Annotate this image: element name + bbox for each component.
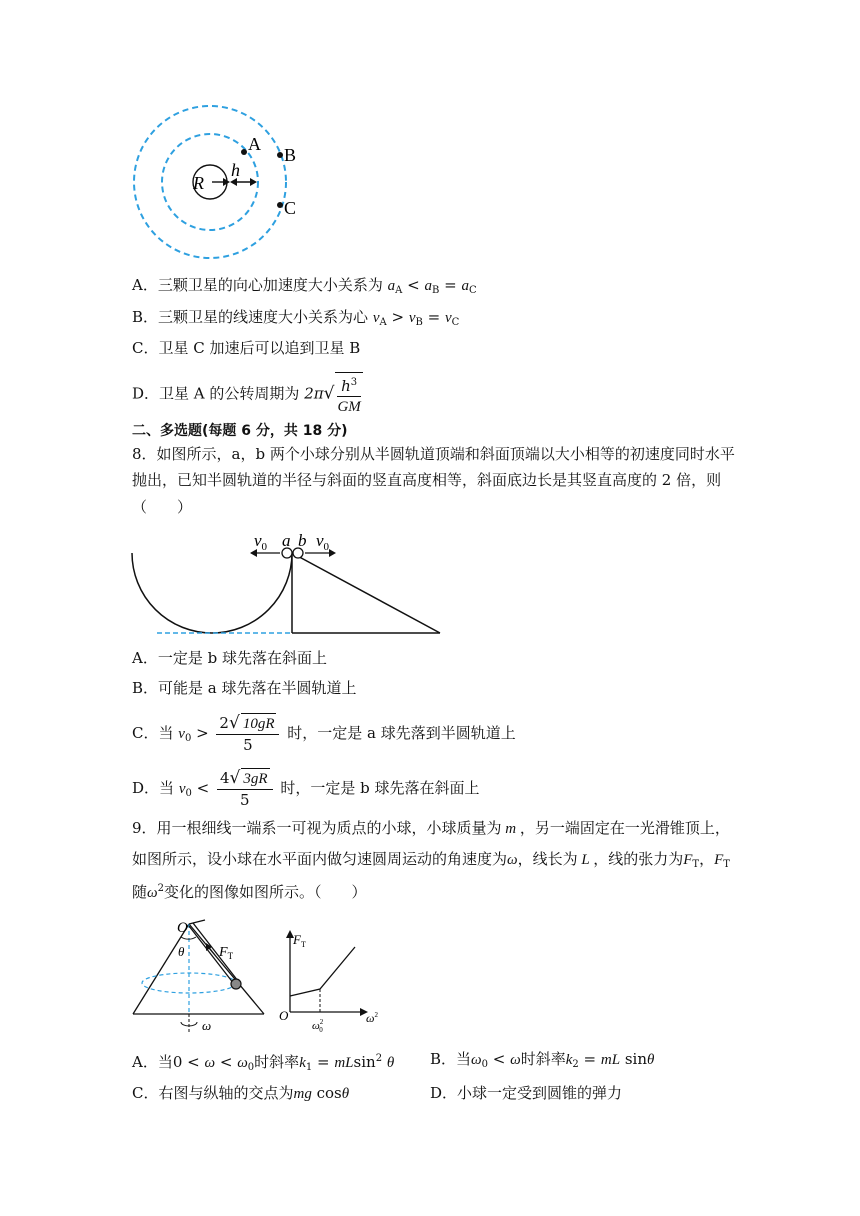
section-title: 二、多选题(每题 6 分，共 18 分) [132, 423, 348, 439]
graph-label-omega: $\omega^2$ [366, 1011, 378, 1025]
q7-option-a: A．三颗卫星的向心加速度大小关系为 $a_A < a_B = a_C$ [132, 276, 477, 296]
q8-line3: （ ） [132, 498, 193, 516]
label-b: B [284, 145, 297, 165]
q9-option-c: C．右图与纵轴的交点为mg cosθ [132, 1084, 350, 1102]
q7-option-c: C．卫星 C 加速后可以追到卫星 B [132, 339, 361, 357]
graph-label-omega0: $\omega^2$ 0 [312, 1018, 324, 1034]
ft-curve [290, 947, 355, 996]
label-h: h [231, 160, 240, 180]
q9-line2: 如图所示，设小球在水平面内做匀速圆周运动的角速度为ω，线长为 L ，线的张力为$F_T$，$F_T$ [132, 850, 730, 870]
q8-option-b: B．可能是 a 球先落在半圆轨道上 [132, 679, 357, 697]
q8-option-a: A．一定是 b 球先落在斜面上 [132, 649, 327, 667]
label-v0-left: $v_0$ [254, 531, 268, 553]
label-a: A [248, 134, 261, 154]
q9-option-b: B．当$\omega_0 < \omega$时斜率$k_2$ = mL sinθ [430, 1050, 655, 1070]
label-theta: θ [178, 944, 185, 959]
label-b: b [298, 531, 307, 550]
q9-line3: 随$\omega^2$变化的图像如图所示。（ ） [132, 883, 367, 901]
label-c: C [284, 198, 297, 218]
q9-line1: 9．用一根细线一端系一可视为质点的小球，小球质量为 m ，另一端固定在一光滑锥顶上， [132, 819, 730, 837]
q7-option-b: B．三颗卫星的线速度大小关系为心 $v_A > v_B = v_C$ [132, 308, 460, 328]
graph-label-ft: $F_T$ [293, 932, 306, 949]
label-ft: $F_T$ [219, 945, 234, 961]
cone-ball [231, 979, 241, 989]
q9-option-a: A．当$0 < \omega < \omega_0$时斜率$k_1 = mLsin^2$ θ [132, 1053, 395, 1073]
q7-option-d: D．卫星 A 的公转周期为 2π√ $\frac{h^3}{GM}$ [132, 372, 366, 417]
label-omega: ω [202, 1018, 212, 1033]
label-v0-right: $v_0$ [316, 531, 330, 553]
q8-line2: 抛出，已知半圆轨道的半径与斜面的竖直高度相等，斜面底边长是其竖直高度的 2 倍，则 [132, 471, 722, 489]
graph-label-o: O [279, 1008, 289, 1023]
q9-option-d: D．小球一定受到圆锥的弹力 [430, 1084, 623, 1102]
q8-option-c: C．当 $v_0$ > $\frac{2√ 10gR}{5}$ 时，一定是 a 球先落到半圆轨道上 [132, 713, 516, 754]
q8-line1: 8．如图所示，a，b 两个小球分别从半圆轨道顶端和斜面顶端以大小相等的初速度同时水平 [132, 445, 735, 463]
label-o: O [177, 920, 188, 936]
label-a: a [282, 531, 291, 550]
label-r: R [193, 173, 204, 193]
q8-option-d: D．当 $v_0$ < $\frac{4√ 3gR}{5}$ 时，一定是 b 球先落在斜面上 [132, 768, 480, 809]
